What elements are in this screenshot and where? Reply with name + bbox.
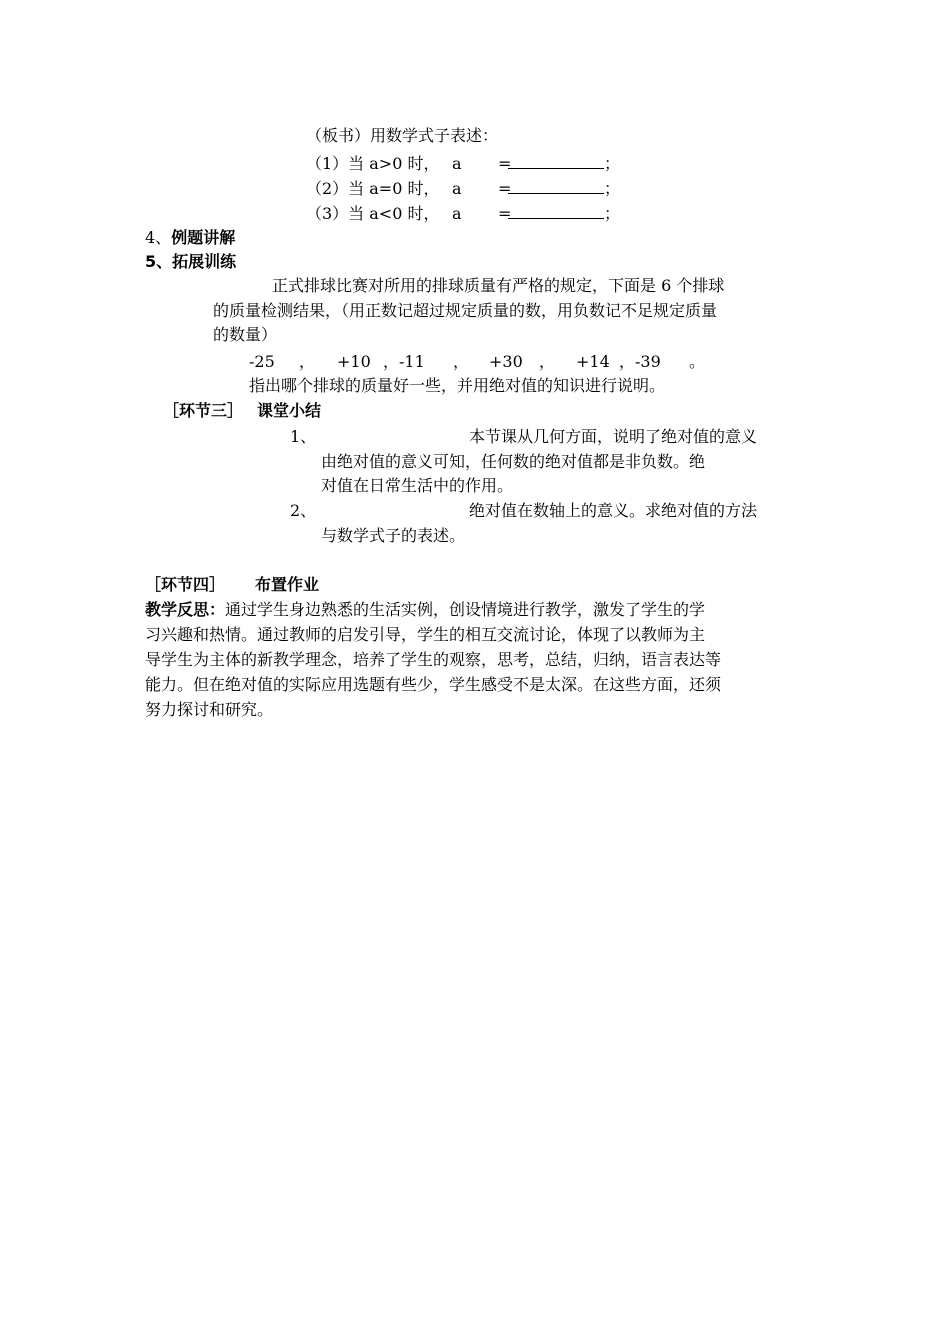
case-end: ； xyxy=(604,204,621,223)
reflection-line-3: 导学生为主体的新教学理念，培养了学生的观察，思考，总结，归纳，语言表达等 xyxy=(145,650,722,669)
value-item: +30 xyxy=(489,352,523,371)
case-end: ； xyxy=(604,179,621,198)
section-title: 例题讲解 xyxy=(171,228,236,247)
answer-blank xyxy=(508,175,604,194)
reflection-label: 教学反思： xyxy=(145,600,226,619)
case-eq: = xyxy=(498,154,512,173)
stage-4-heading xyxy=(145,573,319,597)
section-number: 4、 xyxy=(145,228,172,247)
value-end: 。 xyxy=(689,352,706,371)
measurement-values xyxy=(249,350,709,374)
stage-title: 课堂小结 xyxy=(257,401,322,420)
case-var: a xyxy=(452,179,462,198)
exercise-line-1: 正式排球比赛对所用的排球质量有严格的规定，下面是 6 个排球 xyxy=(272,276,725,295)
case-line-3 xyxy=(306,200,620,224)
summary-item-2-number: 2、 xyxy=(290,501,317,520)
board-intro: （板书）用数学式子表述： xyxy=(306,126,499,145)
stage-3-heading xyxy=(163,399,321,423)
summary-item-1-line-1: 本节课从几何方面，说明了绝对值的意义 xyxy=(469,427,758,446)
reflection-line-1 xyxy=(145,598,705,622)
summary-item-1-number: 1、 xyxy=(290,427,317,446)
summary-item-2-line-2: 与数学式子的表述。 xyxy=(321,526,466,545)
summary-item-2-line-1: 绝对值在数轴上的意义。求绝对值的方法 xyxy=(469,501,758,520)
case-line-1 xyxy=(306,150,620,174)
exercise-line-3: 的数量） xyxy=(213,325,278,344)
exercise-question: 指出哪个排球的质量好一些，并用绝对值的知识进行说明。 xyxy=(249,376,666,395)
stage-label: ［环节四］ xyxy=(145,575,226,594)
section-title: 拓展训练 xyxy=(172,252,237,271)
case-label: （1）当 a>0 时， xyxy=(306,154,440,173)
reflection-text: 通过学生身边熟悉的生活实例，创设情境进行教学，激发了学生的学 xyxy=(225,600,706,619)
exercise-line-2: 的质量检测结果，（用正数记超过规定质量的数，用负数记不足规定质量 xyxy=(213,301,718,320)
section-5-heading xyxy=(145,250,236,274)
value-separator: ， xyxy=(539,352,556,371)
value-item: +14 xyxy=(576,352,610,371)
reflection-line-4: 能力。但在绝对值的实际应用选题有些少，学生感受不是太深。在这些方面，还须 xyxy=(145,675,722,694)
value-item: ，-11 xyxy=(383,352,425,371)
reflection-line-5: 努力探讨和研究。 xyxy=(145,700,274,719)
case-var: a xyxy=(452,204,462,223)
summary-item-1-line-3: 对值在日常生活中的作用。 xyxy=(321,476,514,495)
case-eq: = xyxy=(498,204,512,223)
answer-blank xyxy=(508,200,604,219)
case-end: ； xyxy=(604,154,621,173)
value-item: -25 xyxy=(249,352,275,371)
reflection-line-2: 习兴趣和热情。通过教师的启发引导，学生的相互交流讨论，体现了以教师为主 xyxy=(145,625,706,644)
case-line-2 xyxy=(306,175,620,199)
value-separator: ， xyxy=(299,352,316,371)
stage-label: ［环节三］ xyxy=(163,401,244,420)
case-eq: = xyxy=(498,179,512,198)
case-var: a xyxy=(452,154,462,173)
case-label: （2）当 a=0 时， xyxy=(306,179,440,198)
summary-item-1-line-2: 由绝对值的意义可知，任何数的绝对值都是非负数。绝 xyxy=(321,452,706,471)
value-separator: ， xyxy=(453,352,470,371)
answer-blank xyxy=(508,150,604,169)
section-4-heading xyxy=(145,226,235,250)
section-number: 5、 xyxy=(145,252,173,271)
case-label: （3）当 a<0 时， xyxy=(306,204,440,223)
value-item: ，-39 xyxy=(619,352,661,371)
value-item: +10 xyxy=(337,352,371,371)
stage-title: 布置作业 xyxy=(255,575,320,594)
